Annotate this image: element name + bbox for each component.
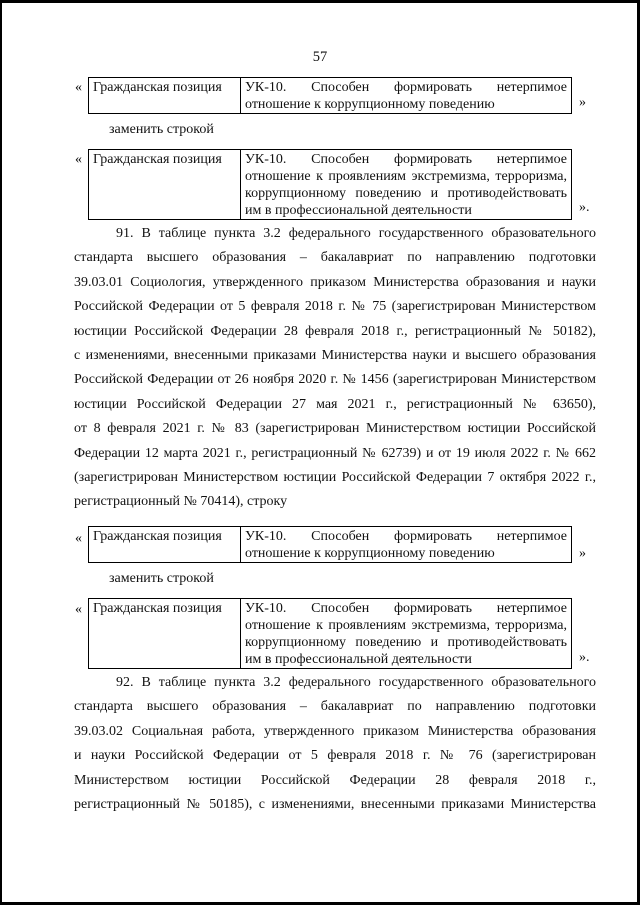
text-line: стандарта высшего образования – бакалавриат по направлению подготовки (74, 699, 596, 715)
description-line: отношение к проявлениям экстремизма, терроризма, (245, 618, 567, 633)
text-line: (зарегистрирован Министерством юстиции Российской Федерации 7 октября 2022 г., (74, 470, 596, 486)
close-quote: » (579, 546, 586, 561)
competence-description (241, 78, 572, 114)
text-line: от 8 февраля 2021 г. № 83 (зарегистрирован Министерством юстиции Российской (74, 421, 596, 437)
description-line: коррупционному поведению и противодействовать (245, 635, 567, 650)
table-row-new (88, 149, 572, 220)
text-line: и науки Российской Федерации от 5 февраля 2018 г. № 76 (зарегистрирован (74, 748, 596, 764)
description-line: отношение к коррупционному поведению (245, 546, 495, 561)
open-quote: « (75, 152, 82, 167)
competence-category: Гражданская позиция (89, 527, 241, 563)
competence-category: Гражданская позиция (89, 599, 241, 669)
open-quote: « (75, 531, 82, 546)
text-line: 92. В таблице пункта 3.2 федерального государственного образовательного (116, 675, 596, 690)
page-number: 57 (312, 49, 328, 65)
text-line: 39.03.02 Социальная работа, утвержденного приказом Министерства образования (74, 723, 596, 739)
close-quote: ». (579, 200, 590, 215)
text-line: юстиции Российской Федерации 28 февраля 2018 г., регистрационный № 50182), (74, 323, 596, 339)
description-line: УК-10. Способен формировать нетерпимое (245, 529, 567, 544)
text-line: 91. В таблице пункта 3.2 федерального государственного образовательного (116, 226, 596, 241)
text-line: 39.03.01 Социология, утвержденного приказом Министерства образования и науки (74, 274, 596, 290)
scan-border-top (0, 0, 640, 3)
competence-description (241, 527, 572, 563)
table-row-old (88, 526, 572, 563)
competence-description (241, 599, 572, 669)
open-quote: « (75, 602, 82, 617)
description-line: отношение к проявлениям экстремизма, терроризма, (245, 169, 567, 184)
open-quote: « (75, 80, 82, 95)
description-line: отношение к коррупционному поведению (245, 97, 495, 112)
text-line: стандарта высшего образования – бакалавриат по направлению подготовки (74, 250, 596, 266)
replace-label: заменить строкой (109, 122, 214, 137)
close-quote: ». (579, 650, 590, 665)
description-line: коррупционному поведению и противодействовать (245, 186, 567, 201)
table-row-old (88, 77, 572, 114)
description-line: УК-10. Способен формировать нетерпимое (245, 152, 567, 167)
paragraph-92 (74, 671, 596, 817)
close-quote: » (579, 95, 586, 110)
description-line: им в профессиональной деятельности (245, 203, 472, 218)
competence-category: Гражданская позиция (89, 78, 241, 114)
competence-category: Гражданская позиция (89, 150, 241, 220)
description-line: УК-10. Способен формировать нетерпимое (245, 80, 567, 95)
replace-label: заменить строкой (109, 571, 214, 586)
text-line: юстиции Российской Федерации 27 мая 2021 г., регистрационный № 63650), (74, 396, 596, 412)
text-line: Российской Федерации от 26 ноября 2020 г. № 1456 (зарегистрирован Министерством (74, 372, 596, 388)
description-line: им в профессиональной деятельности (245, 652, 472, 667)
table-row-new (88, 598, 572, 669)
text-line: с изменениями, внесенными приказами Министерства науки и высшего образования (74, 348, 596, 364)
scan-border-left (0, 0, 2, 905)
text-line: регистрационный № 70414), строку (74, 494, 288, 510)
text-line: Федерации 12 марта 2021 г., регистрационный № 62739) и от 19 июля 2022 г. № 662 (74, 445, 596, 461)
text-line: Российской Федерации от 5 февраля 2018 г. № 75 (зарегистрирован Министерством (74, 299, 596, 315)
text-line: регистрационный № 50185), с изменениями, внесенными приказами Министерства (74, 797, 596, 813)
competence-description (241, 150, 572, 220)
paragraph-91 (74, 222, 596, 515)
text-line: Министерством юстиции Российской Федерации 28 февраля 2018 г., (74, 772, 596, 788)
description-line: УК-10. Способен формировать нетерпимое (245, 601, 567, 616)
